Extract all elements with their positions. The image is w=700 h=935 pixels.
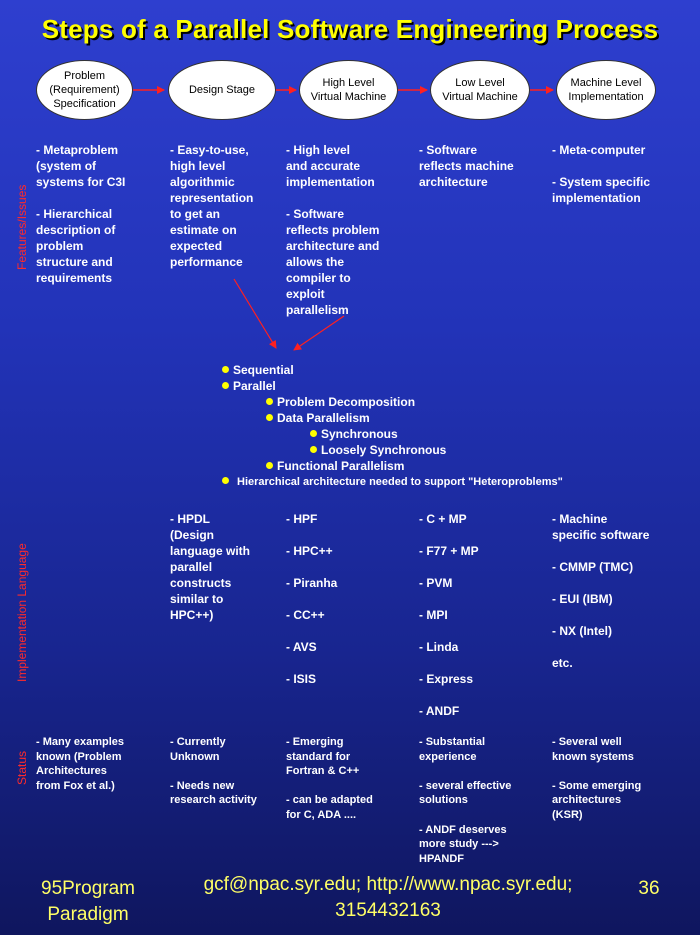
bullet-parallel — [222, 378, 276, 394]
side-label-language: Implementation Language — [15, 543, 29, 682]
page-number: 36 — [638, 878, 660, 899]
slide-title: Steps of a Parallel Software Engineering Process — [41, 14, 659, 44]
stage-label: High Level Virtual Machine — [310, 77, 387, 103]
side-label-status: Status — [15, 750, 29, 785]
stage-label: Low Level Virtual Machine — [442, 77, 518, 103]
bullet-dot — [266, 414, 273, 421]
bullet-dot — [310, 430, 317, 437]
bullet-text: Loosely Synchronous — [321, 443, 447, 457]
features-problem-spec: - Metaproblem (system of systems for C3I - Hierarchical description of problem structure and requirements — [36, 143, 126, 285]
bullet-dot — [266, 462, 273, 469]
features-machine-level: - Meta-computer - System specific implementation — [552, 143, 651, 205]
bullet-data-parallelism — [266, 410, 370, 426]
stage-design — [168, 60, 276, 120]
language-machine-level: - Machine specific software - CMMP (TMC) - EUI (IBM) - NX (Intel) etc. — [552, 512, 650, 670]
status-problem-spec: - Many examples known (Problem Architectures from Fox et al.) — [36, 736, 125, 792]
design-to-list-arrow — [234, 279, 276, 348]
bullet-dot — [222, 477, 229, 484]
stage-low-level-vm — [430, 60, 530, 120]
bullet-loosely-synchronous — [310, 442, 446, 458]
stage-high-level-vm — [299, 60, 398, 120]
language-low-level: - C + MP - F77 + MP - PVM - MPI - Linda - Express - ANDF — [419, 512, 479, 718]
bullet-dot — [222, 366, 229, 373]
stage-machine-level — [556, 60, 656, 120]
bullet-functional-parallelism — [266, 458, 404, 474]
bullet-text: Sequential — [233, 363, 294, 377]
bullet-synchronous — [310, 426, 398, 442]
bullet-text: Data Parallelism — [277, 411, 370, 425]
bullet-text: Functional Parallelism — [277, 459, 405, 473]
bullet-sequential — [222, 362, 294, 378]
bullet-text: Hierarchical architecture needed to support "Heteroproblems" — [237, 476, 563, 488]
bullet-text: Problem Decomposition — [277, 395, 416, 409]
bullet-dot — [266, 398, 273, 405]
status-high-level: - Emerging standard for Fortran & C++ - can be adapted for C, ADA .... — [286, 736, 373, 821]
footer-paradigm: 95Program Paradigm — [41, 878, 135, 925]
stage-label: Machine Level Implementation — [568, 77, 644, 103]
status-machine-level: - Several well known systems - Some emerging architectures (KSR) — [552, 736, 642, 821]
bullet-dot — [222, 382, 229, 389]
features-low-level: - Software reflects machine architecture — [419, 143, 514, 189]
bullet-problem-decomposition — [266, 394, 415, 410]
bullet-text: Parallel — [233, 379, 276, 393]
features-design: - Easy-to-use, high level algorithmic representation to get an estimate on expected performance — [170, 143, 254, 269]
footer-contact: gcf@npac.syr.edu; http://www.npac.syr.edu; 3154432163 — [203, 874, 573, 921]
language-high-level: - HPF - HPC++ - Piranha - CC++ - AVS - ISIS — [286, 512, 338, 686]
language-design: - HPDL (Design language with parallel constructs similar to HPC++) — [170, 512, 251, 622]
stage-label: Design Stage — [188, 84, 256, 96]
bullet-hierarchical — [222, 474, 563, 490]
stage-label: Problem (Requirement) Specification — [49, 70, 120, 110]
bullet-text: Synchronous — [321, 427, 398, 441]
features-high-level: - High level and accurate implementation - Software reflects problem architecture and allows the compiler to exploit parallelism — [286, 143, 380, 317]
status-design: - Currently Unknown - Needs new research activity — [170, 736, 257, 807]
highlevel-to-list-arrow — [294, 316, 344, 350]
stage-problem-specification — [36, 60, 133, 120]
bullet-dot — [310, 446, 317, 453]
status-low-level: - Substantial experience - several effective solutions - ANDF deserves more study ---> HPANDF — [419, 736, 512, 865]
side-label-features: Features/Issues — [15, 184, 29, 270]
